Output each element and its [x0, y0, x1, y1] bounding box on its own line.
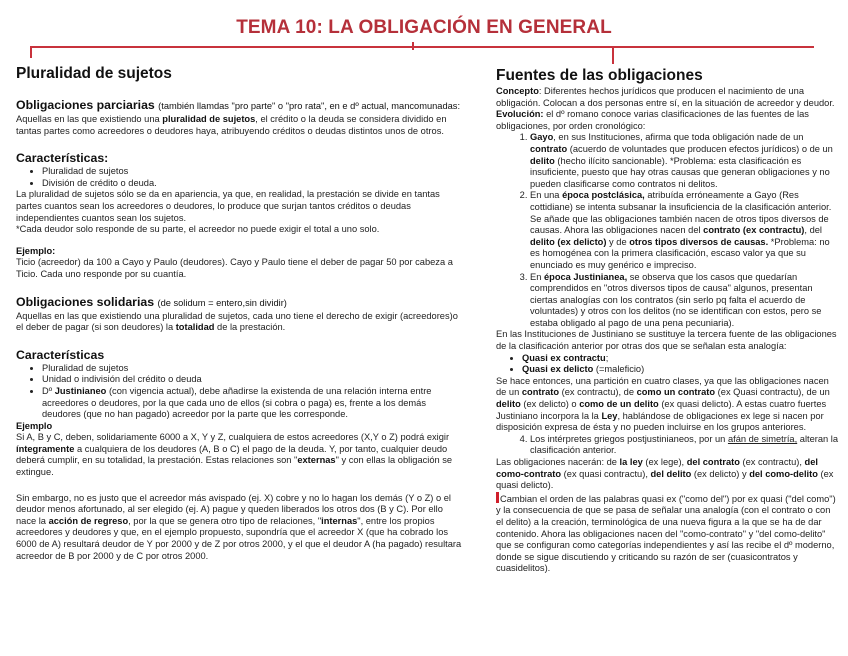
header-divider: [30, 46, 814, 48]
parciarias-definition: Aquellas en las que existiendo una pluralidad de sujetos, el crédito o la deuda se considera dividido en tantas partes como acreedores o deudores haya, atribuyendo créditos o deudas distintos unos de otros.: [16, 114, 447, 136]
evolucion-paragraph: Evolución: el dº romano conoce varias clasificaciones de las fuentes de las obligaciones, por orden cronológico:: [496, 109, 809, 131]
comment-marker: [496, 492, 499, 503]
solidarias-regreso-paragraph: Sin embargo, no es justo que el acreedor más avispado (ej. X) cobre y no lo hagan los demás (Y o Z) o el deudor menos afortunado, al ser elegido (ej. A) pague y queden liberados los otros dos (B y C). Por ello nace la acción de regreso, por la que se genera otro tipo de relaciones, "internas", entre los propios acreedores y deudores y que, en el ejemplo propuesto, supondría que el acreedor X (que ha cobrado los 6000 de A) resultará deudor de Y por 2000 y de Z por otros 2000, y el que el deudor A (ha pagado) resultara acreedor de B por 2000 y de C por otros 2000.: [16, 492, 462, 561]
cambian-paragraph: Cambian el orden de las palabras quasi ex ("como del") por ex quasi ("del como") y la consecuencia de que se pasa de señalar una analogía (con el contrato o con el delito) a la creación, terminológica de una nueva figura a la que se ha de dar contenido. Ahora las obligaciones nacen del "como-contrato" y "del como-delito" que se configuran como categorías independientes y así las recibe el dº moderno, donde se sigue discutiendo y criticando su razón de ser (cuasicontratos y cuasidelitos).: [496, 493, 836, 574]
solidarias-definition: Aquellas en las que existiendo una pluralidad de sujetos, cada uno tiene el derecho de exigir (acreedores)o el deber de pagar (si son deudores) la totalidad de la prestación.: [16, 310, 458, 333]
list-item: • División de crédito o deuda.: [42, 178, 462, 190]
list-item: • Unidad o indivisión del crédito o deuda: [42, 374, 462, 386]
parciarias-caracteristicas-list: [16, 166, 462, 189]
page-title: TEMA 10: LA OBLIGACIÓN EN GENERAL: [236, 17, 612, 38]
parciarias-explanation: La pluralidad de sujetos sólo se da en apariencia, ya que, en realidad, la prestación se divide en tantas partes cuantos sean los acreedores o deudores, lo produce que surjan tantos créditos o deudas independientes cuantos sean los sujetos.: [16, 189, 440, 223]
parciarias-note: *Cada deudor solo responde de su parte, el acreedor no puede exigir el total a uno solo.: [16, 224, 380, 235]
divider-tick-left: [30, 46, 32, 58]
left-column: [16, 64, 462, 562]
list-item: • Pluralidad de sujetos: [42, 166, 462, 178]
parciarias-ejemplo-text: Ticio (acreedor) da 100 a Cayo y Paulo (deudores). Cayo y Paulo tiene el deber de pagar 50 por cabeza a Ticio. Cada uno responde por su cuantía.: [16, 257, 453, 279]
naceran-paragraph: Las obligaciones nacerán: de la ley (ex lege), del contrato (ex contractu), del como-contrato (ex quasi contractu), del delito (ex delicto) y del como-delito (ex quasi delicto).: [496, 457, 834, 491]
divider-tick-right: [612, 46, 614, 64]
particion-paragraph: Se hace entonces, una partición en cuatro clases, ya que las obligaciones nacen de un contrato (ex contractu), de como un contrato (ex Quasi contractu), de un delito (ex delicto) o como de un delito (ex quasi delicto). A estas cuatro fuertes Justiniano incorpora la la Ley, hablándose de obligaciones ex lege si nacen por disposición expresa de ésta y no pueden incluirse en los grupos anteriores.: [496, 375, 830, 433]
solidarias-caracteristicas-list: [16, 363, 462, 421]
section-heading-pluralidad: Pluralidad de sujetos: [16, 65, 172, 82]
evolucion-list-continued: [496, 434, 840, 457]
quasi-list: [496, 353, 840, 376]
concepto-paragraph: Concepto: Diferentes hechos jurídicos que producen el nacimiento de una obligación. Colocan a dos personas entre sí, en la situación de acreedor y deudor.: [496, 86, 835, 108]
list-item: 1. Gayo, en sus Instituciones, afirma que toda obligación nade de un contrato (acuerdo de voluntades que producen efectos jurídicos) o de un delito (hecho ilícito sancionable). *Problema: esta clasificación es insuficiente, puesto que hay otras causas que generan obligaciones y no pueden clasificarse como contratos ni delitos.: [530, 132, 840, 190]
parciarias-heading: Obligaciones parciarias (también llamdas "pro parte" o "pro rata", en e dº actual, mancomunadas:: [16, 98, 461, 112]
list-item: • Quasi ex delicto (=maleficio): [522, 364, 840, 376]
section-heading-fuentes: Fuentes de las obligaciones: [496, 67, 703, 84]
solidarias-ejemplo-label: Ejemplo: [16, 420, 53, 431]
parciarias-ejemplo-label: Ejemplo:: [16, 245, 56, 256]
divider-tick-center: [412, 42, 414, 50]
list-item: 2. En una época postclásica, atribuída erróneamente a Gayo (Res cottidiane) se intenta subsanar la insuficiencia de la clasificación anterior. Se añade que las obligaciones también nacen de otros tipos diversos de causas. Ahora las obligaciones nacen del contrato (ex contractu), del delito (ex delicto) y de otros tipos diversos de causas. *Problema: no es homogénea con la primera clasificación, escaso valor ya que su enunciado es muy genérico e impreciso.: [530, 190, 840, 271]
list-item: 4. Los intérpretes griegos postjustinianeos, por un afán de simetría, alteran la clasificación anterior.: [530, 434, 840, 457]
solidarias-caracteristicas-heading: Características: [16, 347, 105, 362]
parciarias-caracteristicas-heading: Características:: [16, 151, 109, 166]
list-item: • Pluralidad de sujetos: [42, 363, 462, 375]
right-column: [496, 66, 840, 575]
solidarias-ejemplo-text: Si A, B y C, deben, solidariamente 6000 a X, Y y Z, cualquiera de estos acreedores (X,Y o Z) podrá exigir íntegramente a cualquiera de los deudores (A, B o C) el pago de la deuda. Y, por tanto, cualquier deudo deberá cumplir, en su totalidad, la prestación. Estas relaciones son "externas" y con ellas la obligación se extingue.: [16, 432, 453, 478]
solidarias-heading: Obligaciones solidarias (de solidum = entero,sin dividir): [16, 294, 287, 309]
list-item: 3. En época Justinianea, se observa que los casos que quedarían comprendidos en "otros diversos tipos de causa" algunos, presentan ciertas analogías con los contratos (sin serlo pq falta el acuerdo de voluntades) y otros con los delitos (no se identifican con estos, pero se estaba obligado al pago de una pena pecuniaria).: [530, 272, 840, 330]
list-item: • Dº Justinianeo (con vigencia actual), debe añadirse la existenda de una relación interna entre acreedores o deudores, por la que cada uno de ellos (si cobra o paga) es, frente a los demás deudores (que no han pagado) acreedor por la parte que les corresponde.: [42, 386, 462, 421]
list-item: • Quasi ex contractu;: [522, 353, 840, 365]
evolucion-list: [496, 132, 840, 329]
instituciones-paragraph: En las Instituciones de Justiniano se sustituye la tercera fuente de las obligaciones de la clasificación anterior por otras dos que se señalan esta analogía:: [496, 329, 837, 352]
